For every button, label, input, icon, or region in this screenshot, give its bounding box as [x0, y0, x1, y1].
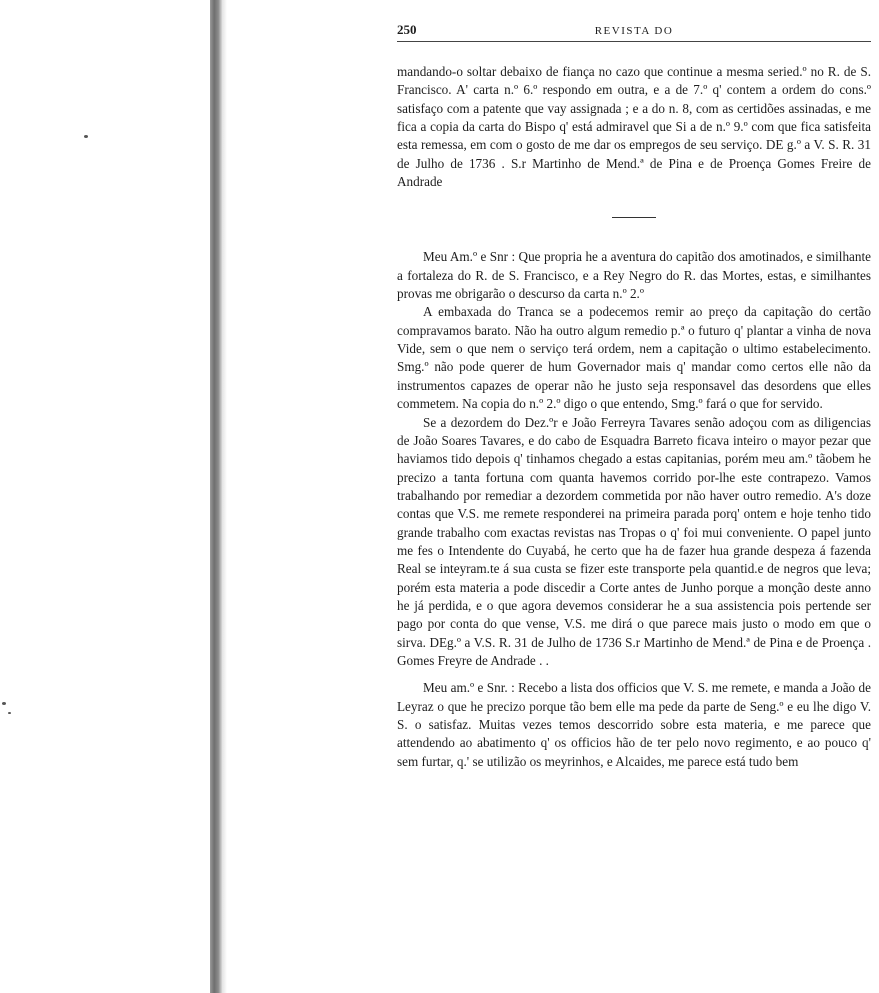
header-rule [397, 41, 871, 42]
letter-3-opening: Meu am.º e Snr. : Recebo a lista dos officios que V. S. me remete, e manda a João de Leyraz o que he precizo porque tão bem elle ma pede da parte de Seng.º e eu lhe digo V. S. o satisfaz. Muitas vezes temos descorrido sobre esta materia, e me parece que attendendo ao abatimento q' os officios hão de ter pelo novo regimento, e ao pouco q' sem furtar, q.' se utilizão os meyrinhos, e Alcaides, me parece está tudo bem [397, 680, 871, 769]
body-text [397, 63, 871, 771]
letter-2-paragraph: Se a dezordem do Dez.ºr e João Ferreyra Tavares senão adoçou com as diligencias de João Soares Tavares, e do cabo de Esquadra Barreto ficava inteiro o mayor pezar que haviamos tido depois q' tinhamos chegado a estas capitanias, porém meu am.º tãobem he precizo a tanta fortuna com quanta havemos corrido por-lhe este contrapezo. Vamos trabalhando por remediar a dezordem commetida por não haver outro remedio. A's doze contas que V.S. me remete responderei na primeira parada porq' ontem e hoje tenho tido grande trabalho com exactas revistas nas Tropas o q' foi mui conveniente. O papel junto me fes o Intendente do Cuyabá, he certo que ha de fazer hua grande despeza á fazenda Real se inteyram.te á sua custa se fizer este transporte pela quantid.e de negros que leva; porém esta materia a pode discedir a Corte antes de Junho porque a monção deste anno he já perdida, e o que agora devemos considerar he a sua assistencia pois pertende ser pago por conta do que vense, V.S. me dirá o que parece mais justo o modo em que o sirva. DEg.º a V.S. R. 31 de Julho de 1736 S.r Martinho de Mend.ª de Pina e de Proença . Gomes Freyre de Andrade . . [397, 414, 871, 668]
scan-margin [0, 0, 212, 993]
letter-2-opening: Meu Am.º e Snr : Que propria he a aventura do capitão dos amotinados, e similhante a fortaleza do R. de S. Francisco, e a Rey Negro do R. das Mortes, estas, e similhantes provas me obrigarão o descurso da carta n.º 2.º [397, 249, 871, 302]
scan-speck [84, 135, 88, 138]
book-binding-shadow [210, 0, 222, 993]
letter-separator [612, 217, 656, 218]
scan-speck [2, 702, 6, 705]
book-page [227, 0, 879, 993]
running-head [397, 22, 871, 42]
letter-1-paragraph: mandando-o soltar debaixo de fiança no cazo que continue a mesma seried.º no R. de S. Francisco. A' carta n.º 6.º respondo em outra, e a de 7.º q' contem a ordem do cons.º satisfaço com a patente que vay assignada ; e a do n. 8, com as certidões assinadas, e me fica a copia da carta do Bispo q' está admiravel que Si a de n.º 9.º com que fica satisfeita esta remessa, em com o gosto de me dar os empregos de seu serviço. DE g.º a V. S. R. 31 de Julho de 1736 . S.r Martinho de Mend.ª de Pina e de Proença Gomes Freire de Andrade [397, 64, 871, 190]
page-number: 250 [397, 22, 417, 37]
letter-2-paragraph: A embaxada do Tranca se a podecemos remir ao preço da capitação do certão compravamos barato. Não ha outro algum remedio p.ª o futuro q' plantar a vinha de nova Vide, sem o que nem o serviço terá ordem, nem a capitação o ultimo estabelecimento. Smg.º não pode querer de hum Governador mais q' mandar como certos elle não da instrumentos capazes de operar não he justo seja responsavel das desordens que elles commetem. Na copia do n.º 2.º digo o que entendo, Smg.º fará o que for servido. [397, 304, 871, 412]
running-title: REVISTA DO [594, 25, 674, 37]
scan-speck [8, 712, 11, 714]
